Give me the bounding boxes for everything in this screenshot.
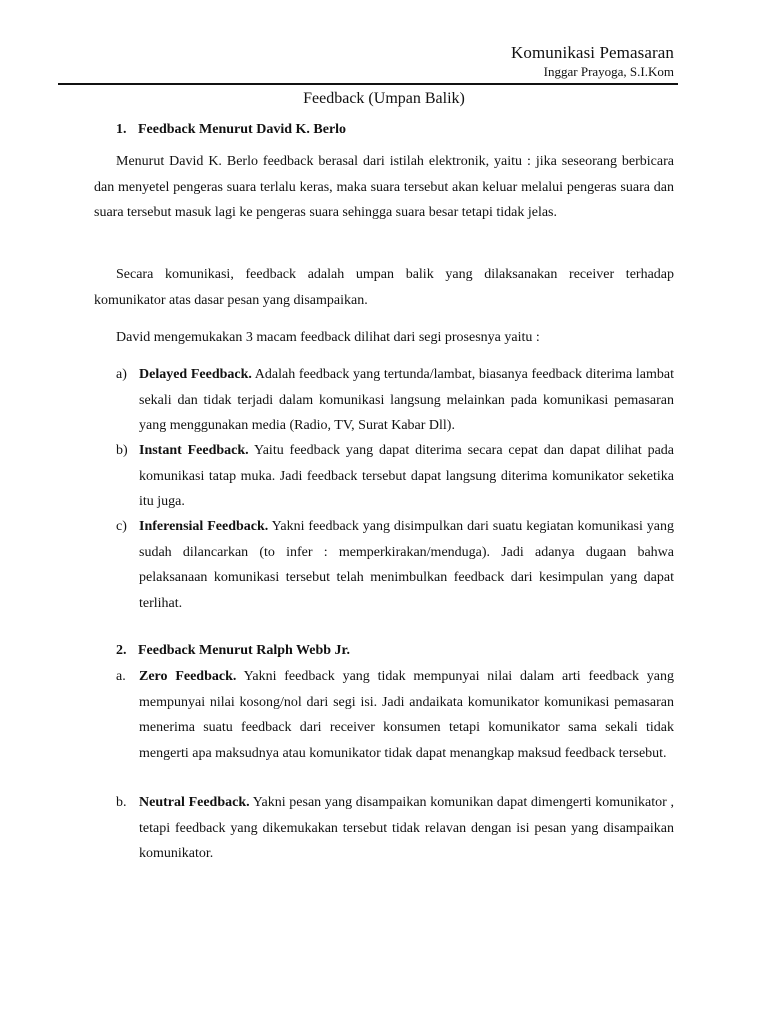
list-item-term: Neutral Feedback. <box>139 795 250 810</box>
list-item-term: Delayed Feedback. <box>139 367 252 382</box>
section-2-heading <box>116 641 350 661</box>
list-item-text: Yakni feedback yang tidak mempunyai nilai dalam arti feedback yang mempunyai nilai kosong/nol dari segi isi. Jadi andaikata komunikator komunikasi pemasaran menerima suatu feedback dari receiver konsumen tetapi komunikator sama sekali tidak mengerti apa maksudnya atau komunikator tidak dapat menangkap maksud feedback tersebut. <box>139 669 674 761</box>
list-item-zero-feedback <box>116 664 674 766</box>
list-marker: a. <box>116 669 126 684</box>
paragraph-2: Secara komunikasi, feedback adalah umpan balik yang dilaksanakan receiver terhadap komunikator atas dasar pesan yang disampaikan. <box>94 267 674 308</box>
section-1-heading <box>116 120 346 140</box>
section-1-title: Feedback Menurut David K. Berlo <box>138 122 347 137</box>
header-author: Inggar Prayoga, S.I.Kom <box>543 64 674 79</box>
list-marker: b. <box>116 795 127 810</box>
list-item-term: Instant Feedback. <box>139 443 249 458</box>
list-item-text: Yakni pesan yang disampaikan komunikan dapat dimengerti komunikator , tetapi feedback yang dikemukakan tersebut tidak relavan dengan isi pesan yang disampaikan komunikator. <box>139 795 674 861</box>
section-2-title: Feedback Menurut Ralph Webb Jr. <box>138 643 350 658</box>
paragraph-1: Menurut David K. Berlo feedback berasal dari istilah elektronik, yaitu : jika seseorang berbicara dan menyetel pengeras suara terlalu keras, maka suara tersebut akan keluar melalui pengeras suara dan suara tersebut masuk lagi ke pengeras suara sehingga suara besar tetapi tidak jelas. <box>94 154 674 220</box>
document-title: Feedback (Umpan Balik) <box>303 90 465 107</box>
header-title: Komunikasi Pemasaran <box>511 43 674 62</box>
list-item-neutral-feedback <box>116 790 674 867</box>
list-item-delayed-feedback <box>116 362 674 439</box>
paragraph-3: David mengemukakan 3 macam feedback dilihat dari segi prosesnya yaitu : <box>116 330 540 345</box>
list-item-text: Adalah feedback yang tertunda/lambat, biasanya feedback diterima lambat sekali dan tidak terjadi dalam komunikasi langsung melainkan pada komunikasi pemasaran yang menggunakan media (Radio, TV, Surat Kabar Dll). <box>139 367 675 433</box>
list-item-text: Yakni feedback yang disimpulkan dari suatu kegiatan komunikasi yang sudah dilancarkan (to infer : memperkirakan/menduga). Jadi adanya dugaan bahwa pelaksanaan komunikasi tersebut telah menimbulkan feedback dari kesimpulan yang dapat terlihat. <box>139 519 674 611</box>
list-item-inferensial-feedback <box>116 514 674 616</box>
header-rule <box>58 83 678 85</box>
section-1-number: 1. <box>116 122 127 137</box>
list-item-instant-feedback <box>116 438 674 515</box>
list-item-term: Zero Feedback. <box>139 669 237 684</box>
list-item-text: Yaitu feedback yang dapat diterima secara cepat dan dapat dilihat pada komunikasi tatap muka. Jadi feedback tersebut dapat langsung diterima komunikator seketika itu juga. <box>139 443 674 509</box>
page-header <box>511 42 674 80</box>
list-marker: a) <box>116 367 127 382</box>
list-marker: b) <box>116 443 128 458</box>
list-item-term: Inferensial Feedback. <box>139 519 269 534</box>
list-marker: c) <box>116 519 127 534</box>
section-2-number: 2. <box>116 643 127 658</box>
